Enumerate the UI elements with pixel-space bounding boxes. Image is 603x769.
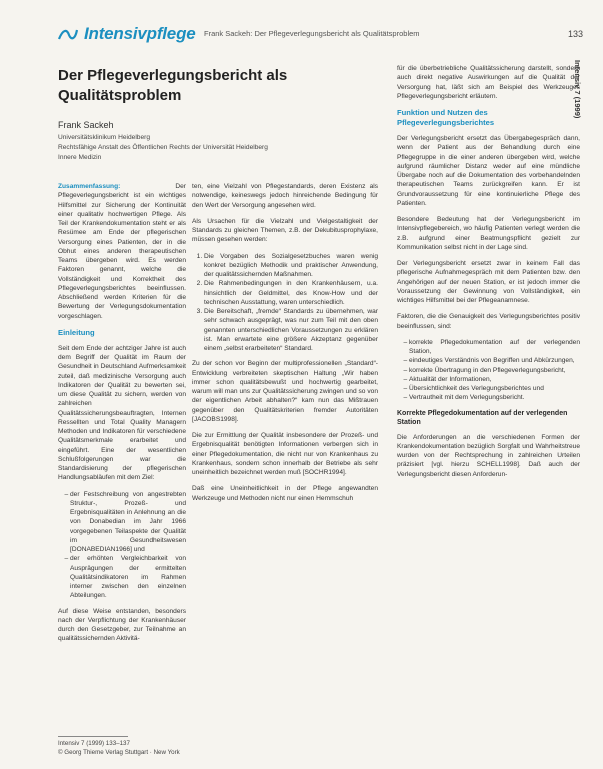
citation: Intensiv 7 (1999) 133–137 [58,740,130,747]
column-1 [58,182,186,651]
abstract [58,182,186,321]
footer-rule [58,736,128,737]
section-heading-intro: Einleitung [58,327,95,337]
subsection-heading: Korrekte Pflegedokumentation auf der verlegenden Station [397,409,568,426]
paragraph: Die Anforderungen an die verschiedenen Formen der Krankendokumentation bezüglich Sorgfalt und Wahrheitstreue wurden von der Rechtsprechung in zahlreichen Urteilen präzisiert [vgl. hierzu SCHELL1998]. Daß auch der Verlegungsbericht diesen Anforderun- [397,433,580,478]
page-number: 133 [567,29,583,39]
abstract-text: Der Pflegeverlegungsbericht ist ein wichtiges Hilfsmittel zur Sicherung der Kontinuität einer qualitativ hochwertigen Pflege. Als Teil der Krankendokumentation steht er als Resümee am Ende der pflegerischen Versorgung eines Patienten, der in die Obhut eines anderen therapeutischen Teams übergeben wird. Es werden Faktoren genannt, welche die Vollständigkeit und Korrektheit des Pflegeverlegungsberichtes beeinflussen. Abschließend werden Kriterien für die Bewertung der Verlegungsdokumentation vorgeschlagen. [58,183,186,320]
page-footer [58,740,180,757]
section-heading-function: Funktion und Nutzen des Pflegeverlegungsberichtes [397,108,495,127]
paragraph: ten, eine Vielzahl von Pflegestandards, deren Existenz als notwendige, keineswegs jedoch hinreichende Bedingung für den Wert der Versorgung angesehen wird. [192,183,378,209]
paragraph: Auf diese Weise entstanden, besonders nach der Verpflichtung der Krankenhäuser durch den Gesetzgeber, zur Teilnahme an qualitätssichernden Aktivitä- [58,607,186,643]
affiliation-line: Innere Medizin [58,154,102,161]
vertical-label-text: Intensiv 7 (1999) [573,60,582,119]
running-head: Frank Sackeh: Der Pflegeverlegungsbericht als Qualitätsproblem [204,29,420,38]
abstract-label: Zusammenfassung: [58,183,121,190]
journal-logo-icon [58,27,78,42]
column-2 [192,182,378,510]
list-item: – Vertrautheit mit dem Verlegungsbericht. [409,393,580,402]
article-title: Der Pflegeverlegungsbericht als Qualitätsproblem [58,67,288,104]
publisher: © Georg Thieme Verlag Stuttgart · New York [58,748,180,756]
paragraph: für die überbetriebliche Qualitätssicherung darstellt, sondern auch direkt negative Auswirkungen auf die Qualität der Versorgung hat, läßt sich am Beispiel des Werkzeuges Pflegeverlegungsbericht erläutern. [397,65,580,100]
paragraph: Der Verlegungsbericht ersetzt zwar in keinem Fall das pflegerische Aufnahmegespräch mit dem Patienten bzw. den Angehörigen auf der neuen Station, er ist jedoch immer die Voraussetzung der Gewinnung von Vollständigkeit, ein wichtiges Hilfsmittel bei der Pflegeanamnese. [397,260,580,304]
journal-name: Intensivpflege [84,24,196,43]
intro-list [58,490,186,601]
column-3 [397,64,580,486]
list-item: 3. Die Bereitschaft, „fremde“ Standards zu übernehmen, war sehr schwach ausgeprägt, was nur zum Teil mit den oben genannten unterschiedlichen Voraussetzungen zu erklären ist. Man erwartete eine größere Akzeptanz gegenüber einem „selbst erarbeiteten“ Standard. [204,307,378,353]
paragraph: Faktoren, die die Genauigkeit des Verlegungsberichtes positiv beeinflussen, sind: [397,313,580,330]
paragraph: Als Ursachen für die Vielzahl und Vielgestaltigkeit der Standards zu gleichen Themen, z.B. der Dekubitusprophylaxe, müssen gesehen werden: [192,217,378,244]
paragraph: Zu der schon vor Beginn der multiprofessionellen „Standard“-Entwicklung verbreiteten skeptischen Haltung „Wir haben immer schon qualitätsbewußt und hochwertig gearbeitet, warum will man uns zur Qualitätssicherung zwingen und so von der eigentlichen Arbeit abhalten?“ kam nun das Mißtrauen gegenüber den Qualitätskriterien fremder Autoritäten [JACOBS1998]. [192,360,378,423]
list-item: 2. Die Rahmenbedingungen in den Krankenhäusern, u.a. hinsichtlich der Geldmittel, des Know-How und der technischen Ausstattung, waren unterschiedlich. [204,279,378,307]
list-item: – korrekte Pflegedokumentation auf der verlegenden Station, [409,338,580,357]
affiliation-line: Universitätsklinikum Heidelberg [58,134,150,141]
list-item: 1. Die Vorgaben des Sozialgesetzbuches waren wenig konkret bezüglich Methodik und praktischer Anwendung, der qualitätssichernden Maßnahmen. [204,252,378,280]
causes-list [192,252,378,354]
author-name: Frank Sackeh [58,120,114,130]
list-item: – Aktualität der Informationen, [409,375,580,384]
paragraph: Daß eine Uneinheitlichkeit in der Pflege angewandten Werkzeuge und Methoden nicht nur einen Hemmschuh [192,485,378,502]
list-item: – der erhöhten Vergleichbarkeit von Ausprägungen der ermittelten Qualitätsindikatoren im Rahmen interner zwischen den einzelnen Abteilungen. [70,554,186,600]
list-item: – eindeutiges Verständnis von Begriffen und Abkürzungen, [409,356,580,365]
paragraph: Die zur Ermittlung der Qualität insbesondere der Prozeß- und Ergebnisqualität benötigten Informationen verbergen sich in einer Pflegedokumentation, die nicht nur von Krankenhaus zu Krankenhaus, sondern schon innerhalb der Betriebe als sehr uneinheitlich bezeichnet werden muß [SOCHR1994]. [192,432,378,476]
list-item: – der Festschreibung von angestrebten Struktur-, Prozeß- und Ergebnisqualitäten in Anlehnung an die von Donabedian im Jahr 1966 vorgegebenen Teilaspekte der Qualität im Gesundheitswesen [DONABEDIAN1966] und [70,490,186,555]
intro-paragraph: Seit dem Ende der achtziger Jahre ist auch dem Begriff der Qualität im Raum der Gesundheit in Deutschland Aufmerksamkeit zuteil, daß medizinische Versorgung auch Indikatoren der Qualität zu bewerten sei, um diese Qualität zu sichern, werden von zahlreichen Qualitätssicherungsbeauftragten, Internen Ressellten und Total Quality Managern Methoden und Indikatoren für verschiedene Qualitätsmerkmale erarbeitet und eingeführt. Eine der wesentlichen Schlußfolgerungen war die Standardisierung der pflegerischen Handlungsabläufen mit dem Ziel: [58,344,186,482]
paragraph: Der Verlegungsbericht ersetzt das Übergabegespräch dann, wenn der Patient aus der Behandlung durch eine Pflegegruppe in die einer anderen übergeben wird, welche aufgrund räumlicher Distanz weder auf eine mündliche Übergabe noch auf die Dokumentation des vorbehandelnden therapeutischen Teams zurückgreifen kann. Er ist Grundvoraussetzung für eine kontinuierliche Pflege des Patienten. [397,135,580,207]
factors-list [397,338,580,403]
page-header [58,24,583,46]
affiliations [58,133,318,163]
list-item: – korrekte Übertragung in den Pflegeverlegungsbericht, [409,366,580,375]
paragraph: Besondere Bedeutung hat der Verlegungsbericht im Intensivpflegebereich, wo häufig Patienten verlegt werden die z.B. aufgrund einer Beatmungspflicht gezielt zur Kommunikation selbst nicht in der Lage sind. [397,216,580,251]
affiliation-line: Rechtsfähige Anstalt des Öffentlichen Rechts der Universität Heidelberg [58,144,268,151]
list-item: – Übersichtlichkeit des Verlegungsberichtes und [409,384,580,393]
